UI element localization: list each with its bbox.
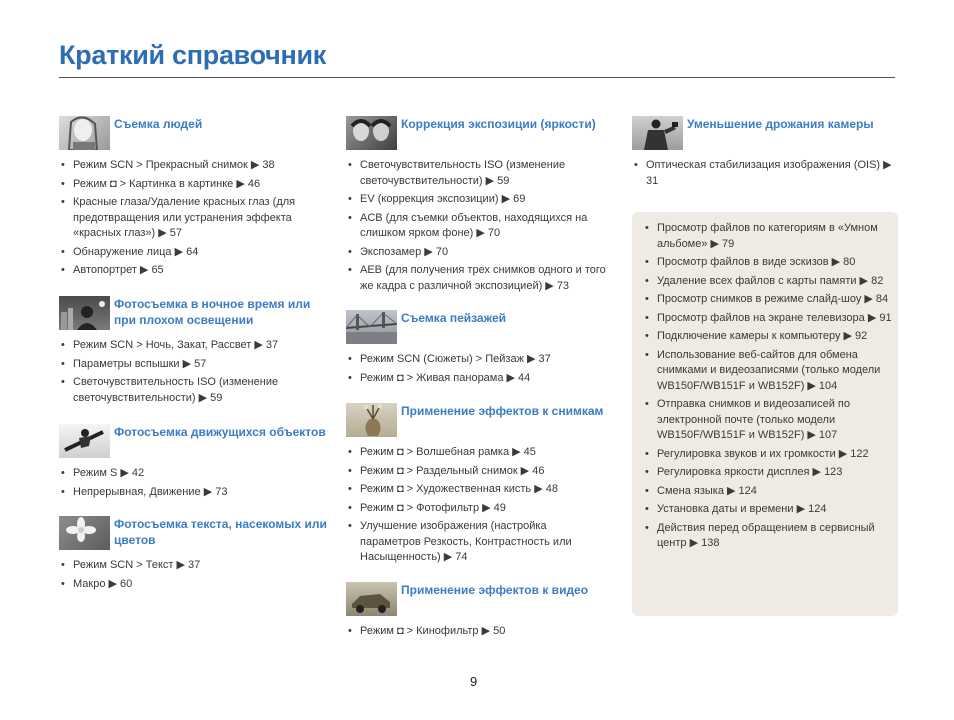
section-effects-photo — [346, 403, 608, 569]
list-item: • Непрерывная, Движение ▶ 73 — [59, 485, 329, 501]
list-item: • Экспозамер ▶ 70 — [346, 245, 608, 261]
section-title: Фотосъемка текста, насекомых или цветов — [114, 517, 327, 547]
photographer-photo — [632, 116, 683, 150]
section-shake — [632, 116, 898, 192]
list-item: • Режим ◘ > Живая панорама ▶ 44 — [346, 371, 608, 387]
list-item: • Действия перед обращением в сервисный центр ▶ 138 — [643, 521, 893, 552]
section-moving — [59, 424, 329, 503]
list-item: • Подключение камеры к компьютеру ▶ 92 — [643, 329, 893, 345]
page-number: 9 — [470, 674, 478, 689]
exposure-list — [346, 158, 608, 294]
section-title: Коррекция экспозиции (яркости) — [401, 117, 596, 131]
effects-video-list — [346, 624, 608, 640]
snowboard-photo — [59, 424, 110, 458]
list-item: • Режим ◘ > Художественная кисть ▶ 48 — [346, 482, 608, 498]
list-item: • Улучшение изображения (настройка параметров Резкость, Контрастность или Насыщенность) ▶ 74 — [346, 519, 608, 566]
shake-list — [632, 158, 898, 189]
landscape-list — [346, 352, 608, 386]
people-photo — [59, 116, 110, 150]
section-title: Фотосъемка движущихся объектов — [114, 425, 326, 439]
section-title: Фотосъемка в ночное время или при плохом освещении — [114, 297, 311, 327]
list-item: • Красные глаза/Удаление красных глаз (для предотвращения или устранения эффекта «красных глаз») ▶ 57 — [59, 195, 329, 242]
title-divider — [59, 77, 895, 78]
list-item: • Режим ◘ > Фотофильтр ▶ 49 — [346, 501, 608, 517]
section-title: Применение эффектов к снимкам — [401, 404, 604, 418]
list-item: • Режим ◘ > Картинка в картинке ▶ 46 — [59, 177, 329, 193]
misc-box — [632, 212, 898, 616]
list-item: • Параметры вспышки ▶ 57 — [59, 357, 329, 373]
list-item: • Макро ▶ 60 — [59, 577, 329, 593]
list-item: • Режим ◘ > Кинофильтр ▶ 50 — [346, 624, 608, 640]
section-night — [59, 296, 329, 409]
bridge-photo — [346, 310, 397, 344]
list-item: • Оптическая стабилизация изображения (OIS) ▶ 31 — [632, 158, 898, 189]
moving-list — [59, 466, 329, 500]
list-item: • Режим S ▶ 42 — [59, 466, 329, 482]
list-item: • Просмотр файлов в виде эскизов ▶ 80 — [643, 255, 893, 271]
list-item: • Режим SCN > Ночь, Закат, Рассвет ▶ 37 — [59, 338, 329, 354]
list-item: • Светочувствительность ISO (изменение светочувствительности) ▶ 59 — [346, 158, 608, 189]
list-item: • Просмотр снимков в режиме слайд-шоу ▶ 84 — [643, 292, 893, 308]
list-item: • Установка даты и времени ▶ 124 — [643, 502, 893, 518]
list-item: • Режим SCN (Сюжеты) > Пейзаж ▶ 37 — [346, 352, 608, 368]
list-item: • Режим SCN > Текст ▶ 37 — [59, 558, 329, 574]
section-landscape — [346, 310, 608, 389]
section-title: Съемка пейзажей — [401, 311, 506, 325]
section-text — [59, 516, 329, 595]
vase-photo — [346, 403, 397, 437]
car-photo — [346, 582, 397, 616]
friends-photo — [346, 116, 397, 150]
list-item: • Просмотр файлов на экране телевизора ▶ 91 — [643, 311, 893, 327]
list-item: • Режим ◘ > Волшебная рамка ▶ 45 — [346, 445, 608, 461]
text-list — [59, 558, 329, 592]
night-photo — [59, 296, 110, 330]
effects-photo-list — [346, 445, 608, 566]
list-item: • Регулировка яркости дисплея ▶ 123 — [643, 465, 893, 481]
list-item: • Светочувствительность ISO (изменение светочувствительности) ▶ 59 — [59, 375, 329, 406]
night-list — [59, 338, 329, 406]
section-effects-video — [346, 582, 608, 643]
list-item: • EV (коррекция экспозиции) ▶ 69 — [346, 192, 608, 208]
list-item: • Обнаружение лица ▶ 64 — [59, 245, 329, 261]
misc-list — [643, 221, 893, 555]
section-title: Уменьшение дрожания камеры — [687, 117, 874, 131]
list-item: • AEB (для получения трех снимков одного и того же кадра с различной экспозицией) ▶ 73 — [346, 263, 608, 294]
page-title: Краткий справочник — [59, 40, 327, 70]
list-item: • Автопортрет ▶ 65 — [59, 263, 329, 279]
section-people — [59, 116, 329, 282]
list-item: • ACB (для съемки объектов, находящихся на слишком ярком фоне) ▶ 70 — [346, 211, 608, 242]
list-item: • Режим ◘ > Раздельный снимок ▶ 46 — [346, 464, 608, 480]
flower-photo — [59, 516, 110, 550]
list-item: • Удаление всех файлов с карты памяти ▶ 82 — [643, 274, 893, 290]
list-item: • Смена языка ▶ 124 — [643, 484, 893, 500]
list-item: • Регулировка звуков и их громкости ▶ 122 — [643, 447, 893, 463]
section-exposure — [346, 116, 608, 297]
section-title: Применение эффектов к видео — [401, 583, 589, 597]
list-item: • Отправка снимков и видеозаписей по электронной почте (только модели WB150F/WB151F и WB152F) ▶ 107 — [643, 397, 893, 444]
list-item: • Использование веб-сайтов для обмена снимками и видеозаписями (только модели WB150F/WB151F и WB152F) ▶ 104 — [643, 348, 893, 395]
list-item: • Просмотр файлов по категориям в «Умном альбоме» ▶ 79 — [643, 221, 893, 252]
section-title: Съемка людей — [114, 117, 203, 131]
list-item: • Режим SCN > Прекрасный снимок ▶ 38 — [59, 158, 329, 174]
people-list — [59, 158, 329, 279]
